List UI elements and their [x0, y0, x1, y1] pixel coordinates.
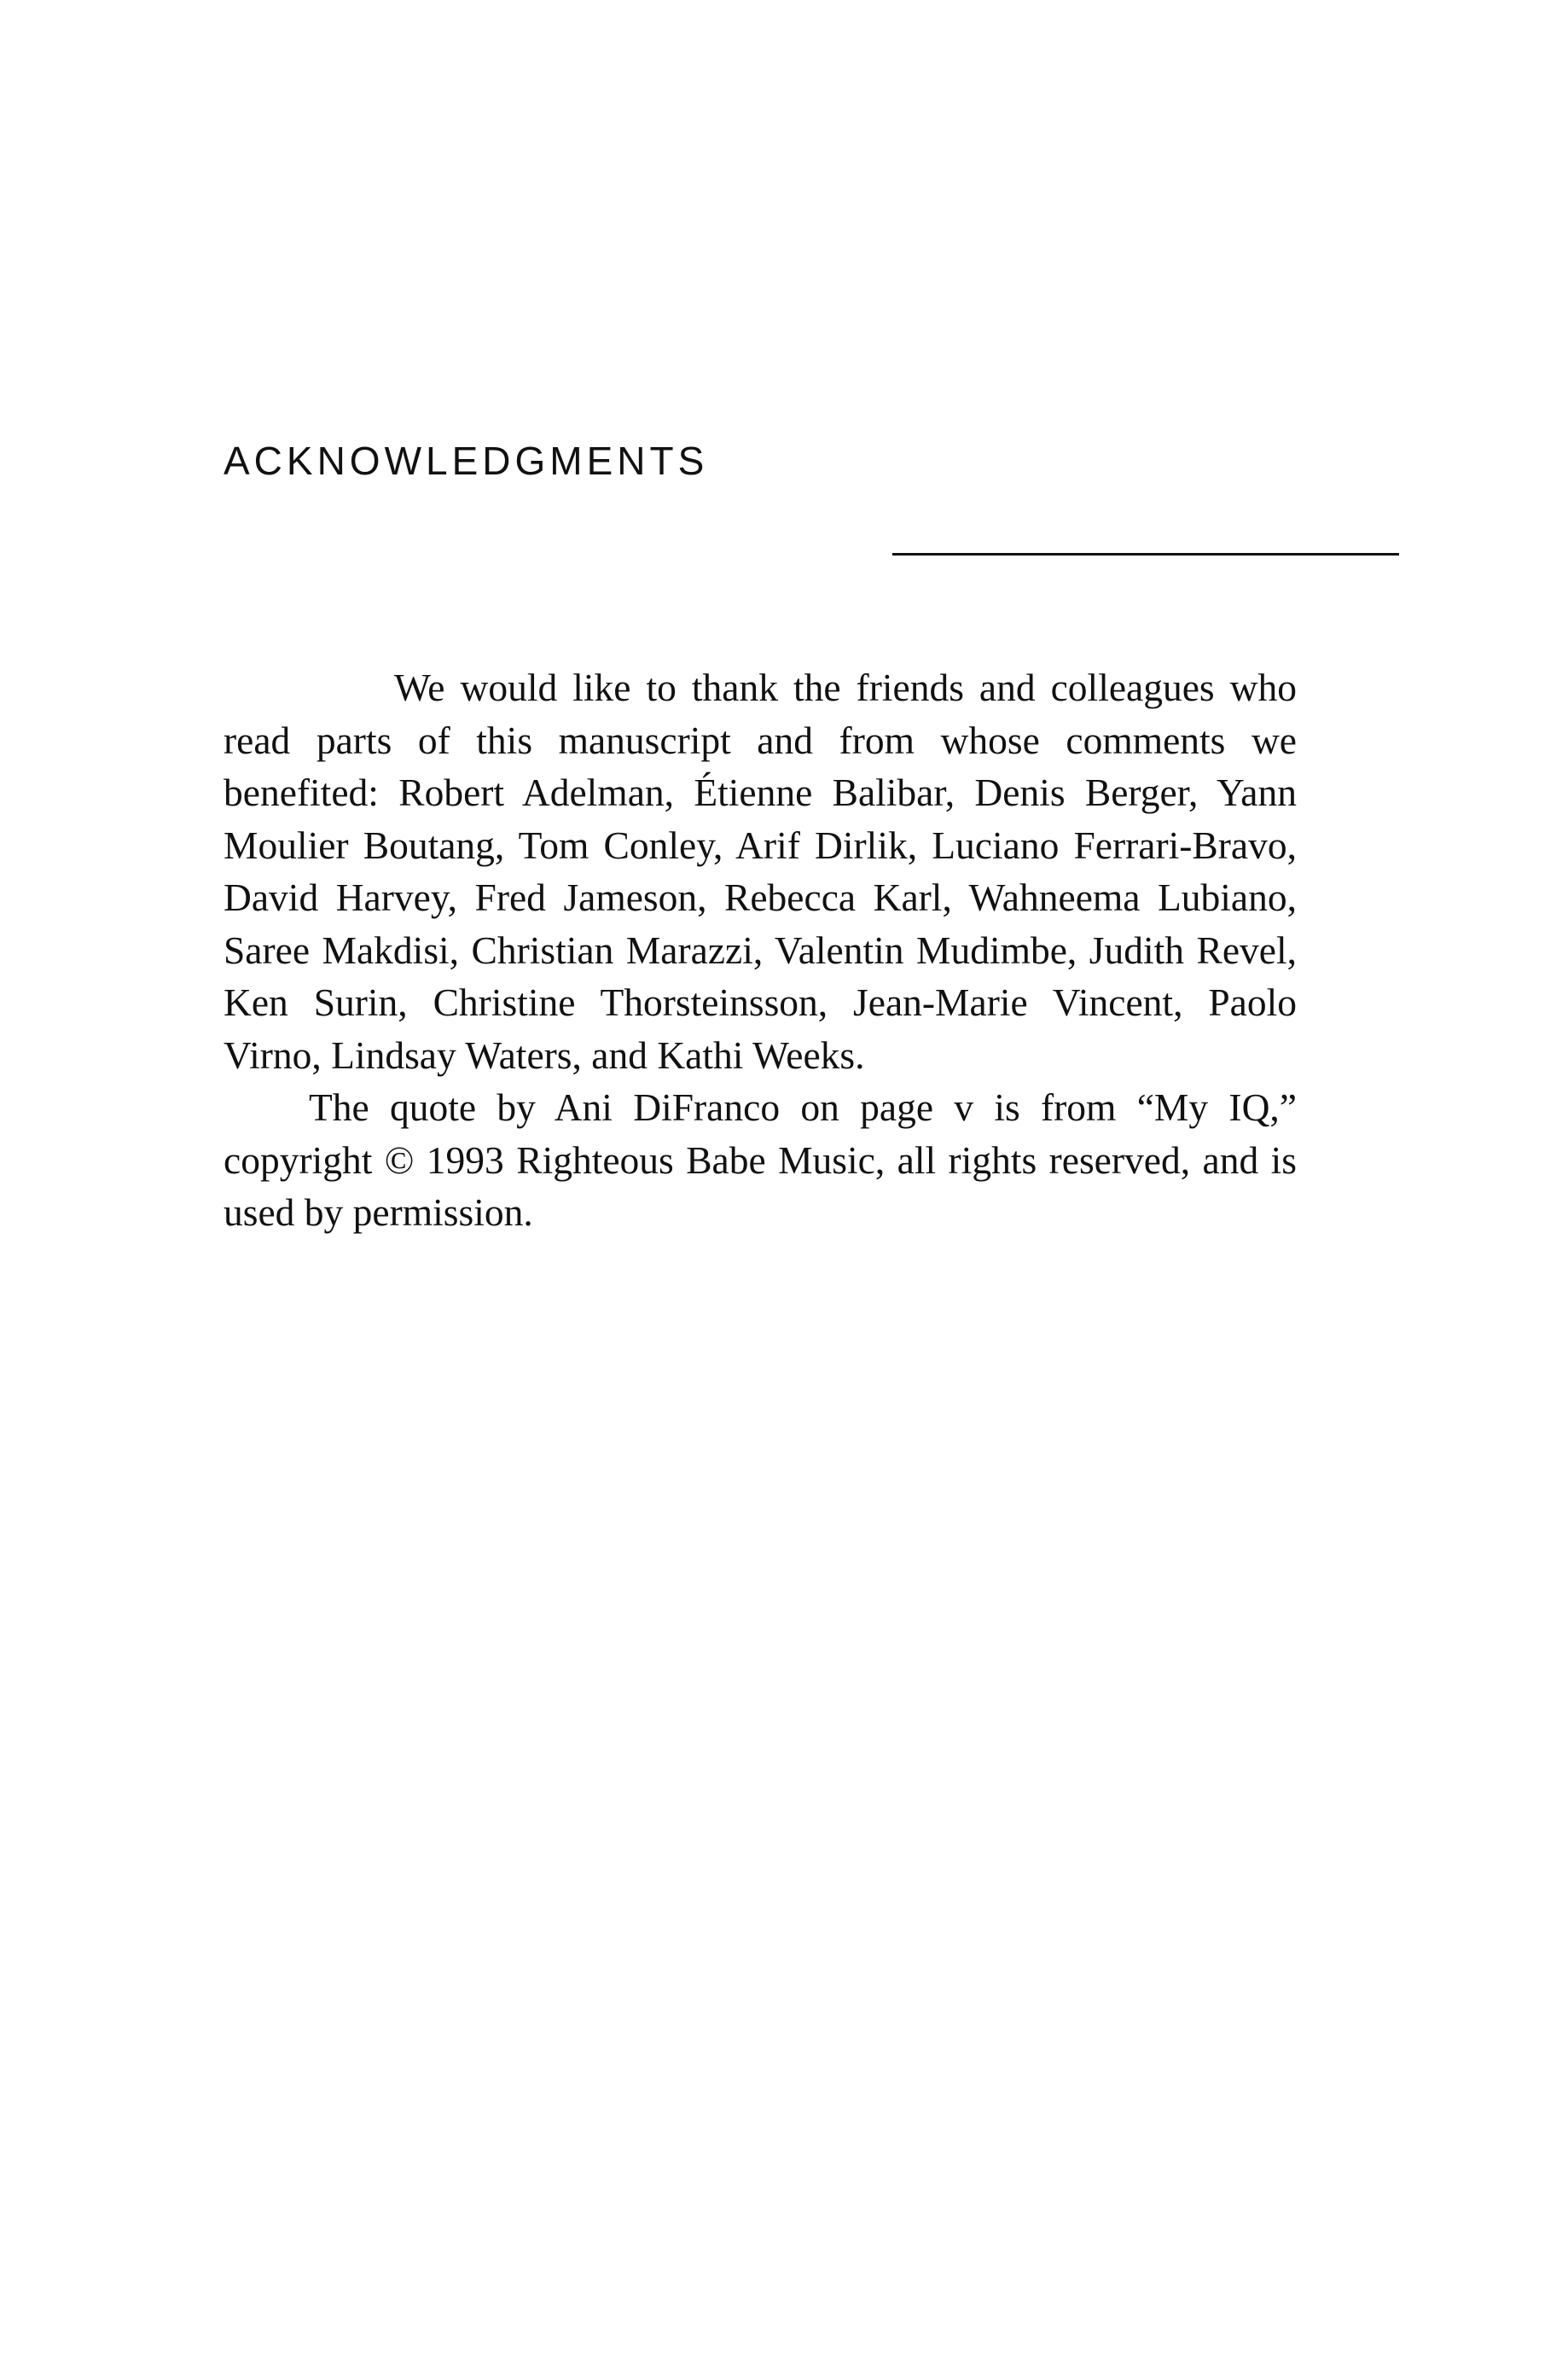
- heading-rule: [892, 553, 1399, 556]
- acknowledgments-body: [224, 661, 1297, 1239]
- permission-paragraph: The quote by Ani DiFranco on page v is from “My IQ,” copyright © 1993 Righteous Babe Music, all rights reserved, and is used by permission.: [224, 1085, 1297, 1234]
- page-title: ACKNOWLEDGMENTS: [224, 439, 709, 483]
- acknowledgments-paragraph: We would like to thank the friends and colleagues who read parts of this manuscript and from whose comments we benefited: Robert Adelman, Étienne Balibar, Denis Berger, Yann Moulier Boutang, Tom Conley, Arif Dirlik, Luciano Ferrari-Bravo, David Harvey, Fred Jameson, Rebecca Karl, Wahneema Lubiano, Saree Makdisi, Christian Marazzi, Valentin Mudimbe, Judith Revel, Ken Surin, Christine Thorsteinsson, Jean-Marie Vincent, Paolo Virno, Lindsay Waters, and Kathi Weeks.: [224, 666, 1297, 1077]
